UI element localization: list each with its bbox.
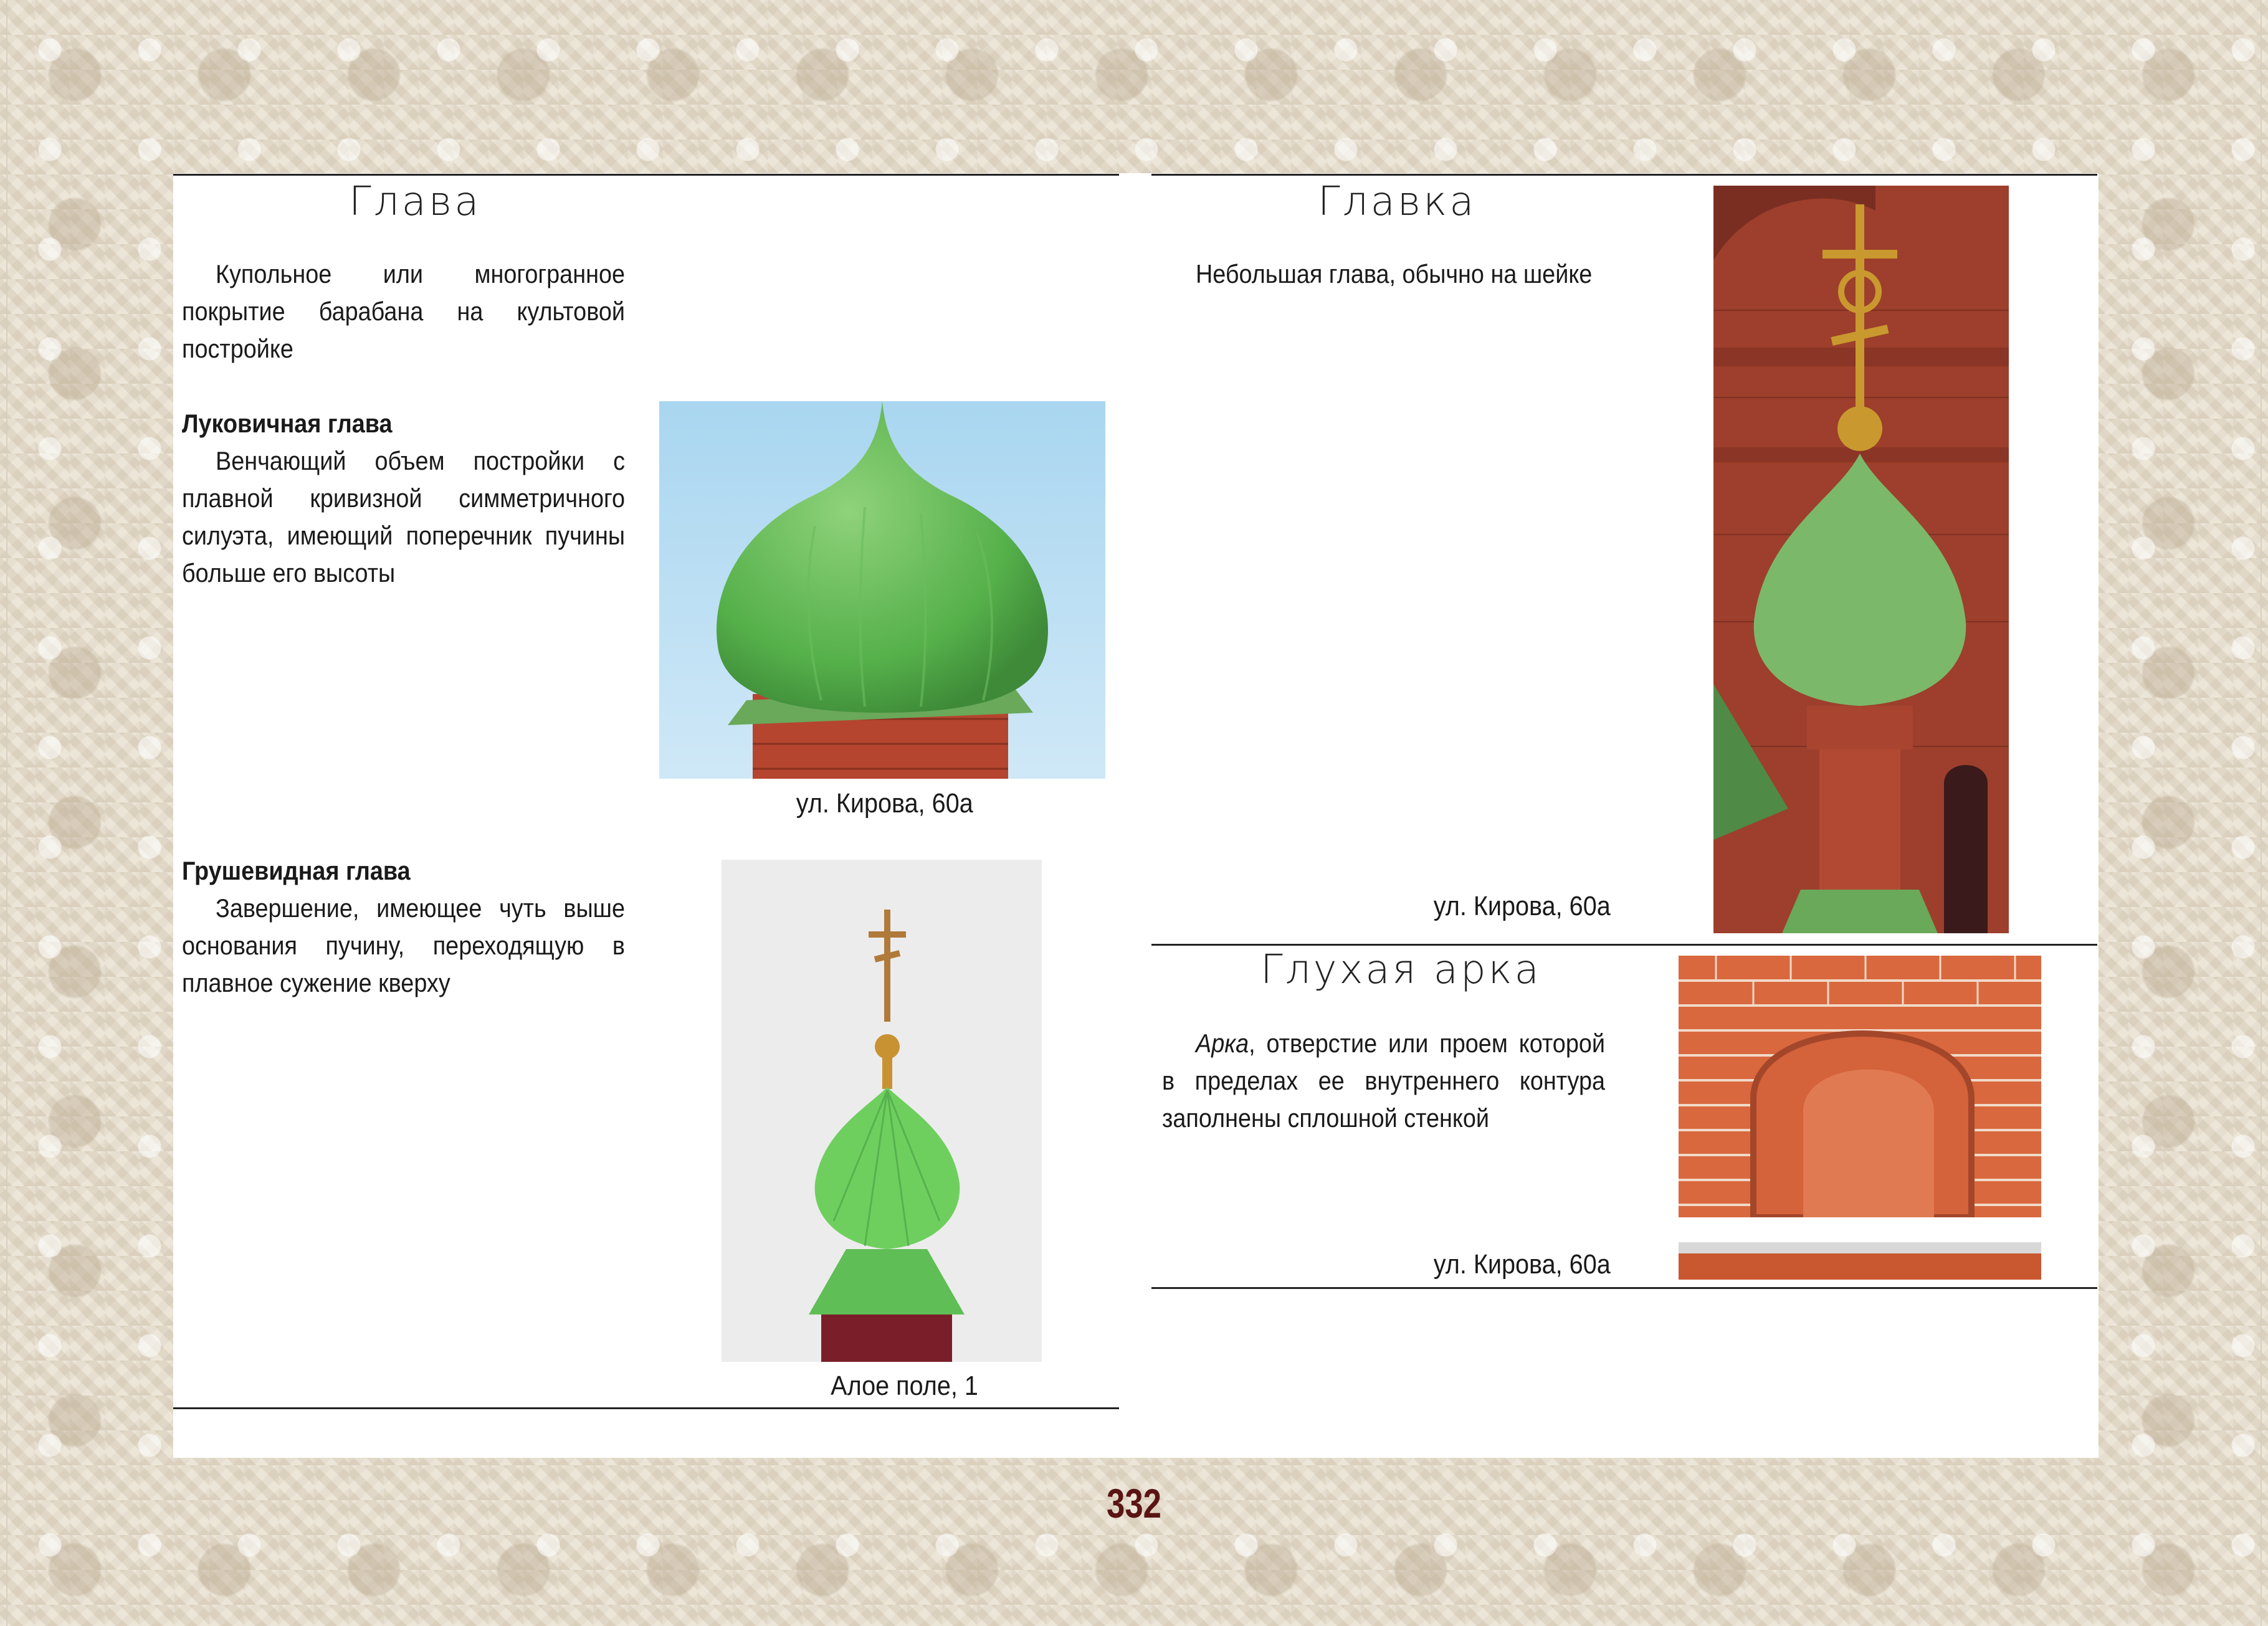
blind-arch-photo bbox=[1679, 956, 2041, 1280]
definition-text: Небольшая глава, обычно на шейке bbox=[1196, 259, 1593, 288]
definition-text: Завершение, имеющее чуть выше основания пучину, переходящую в плавное сужение кверху bbox=[182, 893, 625, 997]
caption-lukovichnaya: ул. Кирова, 60а bbox=[796, 788, 973, 819]
pear-dome-photo bbox=[722, 860, 1042, 1362]
definition-text: , отверстие или проем которой в пределах ее внутреннего контура заполнены сплошной стенкой bbox=[1162, 1029, 1605, 1133]
entry-definition-glukhaya-arka bbox=[1162, 1025, 1605, 1137]
entry-definition-lukovichnaya bbox=[182, 405, 625, 592]
entry-subtitle-grushevidnaya: Грушевидная глава bbox=[182, 856, 411, 885]
page-number: 332 bbox=[1106, 1480, 1162, 1526]
right-middle-rule bbox=[1151, 944, 2097, 946]
entry-title-glava: Глава bbox=[349, 179, 482, 225]
caption-glukhaya-arka: ул. Кирова, 60а bbox=[1433, 1249, 1611, 1280]
caption-grushevidnaya: Алое поле, 1 bbox=[831, 1371, 978, 1401]
left-top-rule bbox=[173, 174, 1119, 176]
entry-subtitle-lukovichnaya: Луковичная глава bbox=[182, 409, 393, 438]
right-top-rule bbox=[1151, 174, 2097, 176]
onion-dome-photo bbox=[659, 401, 1105, 779]
caption-glavka: ул. Кирова, 60а bbox=[1433, 891, 1611, 921]
entry-title-glukhaya-arka: Глухая арка bbox=[1260, 947, 1541, 993]
definition-term: Арка bbox=[1196, 1029, 1249, 1058]
definition-text: Венчающий объем постройки с плавной кривизной симметричного силуэта, имеющий поперечник пучины больше его высоты bbox=[182, 446, 625, 587]
entry-title-glavka: Главка bbox=[1318, 179, 1477, 225]
right-bottom-rule bbox=[1151, 1287, 2097, 1289]
left-bottom-rule bbox=[173, 1407, 1119, 1409]
entry-definition-glavka bbox=[1162, 255, 1605, 293]
definition-text: Купольное или многогранное покрытие барабана на культовой постройке bbox=[182, 259, 625, 363]
entry-definition-grushevidnaya bbox=[182, 852, 625, 1002]
entry-definition-glava bbox=[182, 255, 625, 368]
glavka-photo bbox=[1713, 186, 2009, 933]
